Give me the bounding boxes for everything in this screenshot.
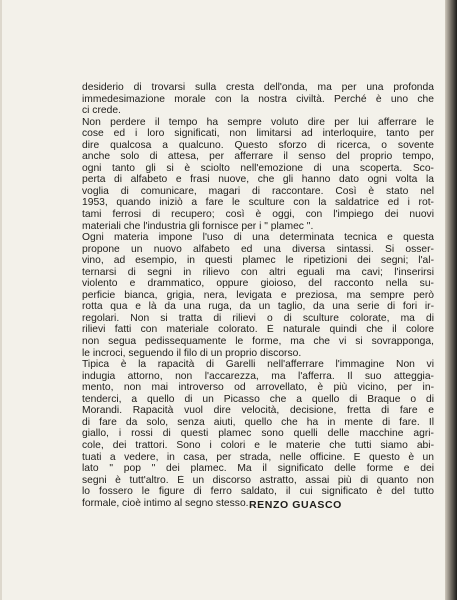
text-line: perficie bianca, grigia, nera, levigata e preziosa, ma sempre però xyxy=(82,289,434,301)
text-line: tenderci, a quello di un Picasso che a quello di Braque o di xyxy=(82,393,434,405)
text-line: tuati a vedere, in casa, per strada, nelle officine. E questo è un xyxy=(82,451,434,463)
text-line: desiderio di trovarsi sulla cresta dell'onda, ma per una profonda xyxy=(82,82,434,93)
text-line: non segua pedissequamente le forme, ma che vi si sovrapponga, xyxy=(82,336,434,348)
text-line: materiali che l'industria gli fornisce per i " plamec ". xyxy=(82,220,314,232)
body-text xyxy=(82,82,434,509)
text-line: anche solo di attesa, per afferrare il senso del proprio tempo, xyxy=(82,151,434,163)
text-line: formale, cioè intimo al segno stesso. xyxy=(82,497,249,509)
page-left-edge xyxy=(0,0,2,600)
text-line: rotta qua e là da una ruga, da un taglio, da una serie di fori ir- xyxy=(82,301,434,313)
text-line: tami ferrosi di recupero; così è oggi, con l'impiego dei nuovi xyxy=(82,209,434,221)
text-line: ternarsi di segni in rilievo con altri eguali ma cavi; l'inserirsi xyxy=(82,266,434,278)
text-line: di fare da solo, senza aiuti, quello che ha in mente di fare. Il xyxy=(82,416,434,428)
text-line: mento, non mai introverso od arrovellato, è più vicino, per in- xyxy=(82,382,434,394)
text-line: segni è tutt'altro. È un discorso astratto, assai più di quanto non xyxy=(82,474,434,486)
text-line: ci crede. xyxy=(82,105,121,117)
text-line: cose ed i loro significati, non limitarsi ad interloquire, tanto per xyxy=(82,128,434,140)
text-line: Morandi. Rapacità vuol dire velocità, decisione, fretta di fare e xyxy=(82,405,434,417)
text-line: dire qualcosa a qualcuno. Questo sforzo di ricerca, o sovente xyxy=(82,139,434,151)
text-line: propone un nuovo alfabeto ed una diversa sintassi. Si osser- xyxy=(82,243,434,255)
text-line: Non perdere il tempo ha sempre voluto dire per lui afferrare le xyxy=(82,116,434,128)
text-line: lato " pop " dei plamec. Ma il significato delle forme e dei xyxy=(82,463,434,475)
text-line: lo fossero le figure di ferro saldato, il cui significato è del tutto xyxy=(82,486,434,498)
text-line: giallo, i rossi di questi plamec sono quelli delle macchine agri- xyxy=(82,428,434,440)
text-line: immedesimazione morale con la nostra civiltà. Perché è uno che xyxy=(82,93,434,105)
text-line: regolari. Non si tratta di rilievi o di sculture colorate, ma di xyxy=(82,312,434,324)
text-line: 1953, quando iniziò a fare le sculture con la saldatrice ed i rot- xyxy=(82,197,434,209)
text-line: Tipica è la rapacità di Garelli nell'afferrare l'immagine Non vi xyxy=(82,359,434,371)
author-signature: RENZO GUASCO xyxy=(249,499,342,511)
text-line: indugia attorno, non l'accarezza, ma l'afferra. Il suo atteggia- xyxy=(82,370,434,382)
text-line: violento e drammatico, oppure gioioso, del racconto nella su- xyxy=(82,278,434,290)
text-line: cole, dei trattori. Sono i colori e le materie che tutti siamo abi- xyxy=(82,439,434,451)
text-line: voglia di comunicare, magari di raccontare. Così è stato nel xyxy=(82,185,434,197)
text-line: le incroci, seguendo il filo di un proprio discorso. xyxy=(82,347,302,359)
text-line: Ogni materia impone l'uso di una determinata tecnica e questa xyxy=(82,232,434,244)
text-line: rilievi fatti con materiale colorato. È naturale quindi che il colore xyxy=(82,324,434,336)
text-line: perta di alfabeto e frasi nuove, che gli hanno dato ogni volta la xyxy=(82,174,434,186)
page-binding-shadow xyxy=(445,0,457,600)
text-line: vino, ad esempio, in questi plamec le ripetizioni dei segni; l'al- xyxy=(82,255,434,267)
text-line: ogni tanto gli si è sciolto nell'emozione di una scoperta. Sco- xyxy=(82,162,434,174)
